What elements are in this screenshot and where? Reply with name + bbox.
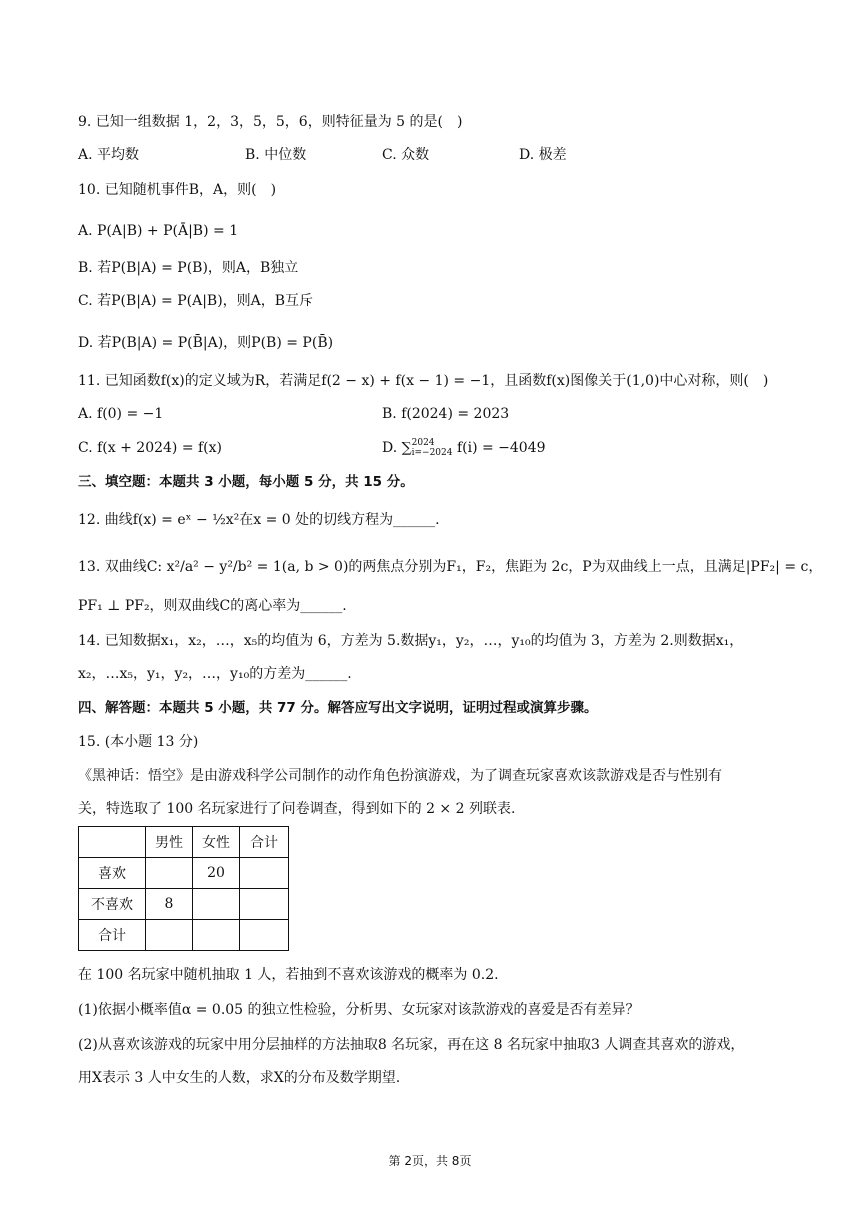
q15-part2-line1: (2)从喜欢该游戏的玩家中用分层抽样的方法抽取8 名玩家，再在这 8 名玩家中抽取3 人调查其喜欢的游戏， (78, 1037, 745, 1053)
q11-stem: 11. 已知函数f(x)的定义域为R，若满足f(2 − x) + f(x − 1) = −1，且函数f(x)图像关于(1,0)中心对称，则( ) (78, 373, 769, 389)
table-cell (240, 889, 289, 920)
q9-stem: 9. 已知一组数据 1，2，3，5，5，6，则特征量为 5 的是( ) (78, 114, 463, 130)
q10-stem: 10. 已知随机事件B，A，则( ) (78, 182, 277, 198)
q15-intro-line1: 《黑神话：悟空》是由游戏科学公司制作的动作角色扮演游戏，为了调查玩家喜欢该款游戏是否与性别有 (78, 768, 722, 784)
q15-header: 15. (本小题 13 分) (78, 734, 199, 750)
q9-option-c: C. 众数 (382, 147, 430, 163)
table-header-cell: 女性 (193, 827, 240, 858)
q10-option-c: C. 若P(B|A) = P(A|B)，则A，B互斥 (78, 293, 314, 309)
table-header-row (79, 827, 289, 858)
q10-option-b: B. 若P(B|A) = P(B)，则A，B独立 (78, 260, 299, 276)
table-cell (146, 858, 193, 889)
table-cell (193, 920, 240, 951)
q10-option-a: A. P(A|B) + P(Ā|B) = 1 (78, 223, 239, 239)
q10-option-d: D. 若P(B|A) = P(B̄|A)，则P(B) = P(B̄) (78, 335, 334, 351)
table-row (79, 858, 289, 889)
q9-option-b: B. 中位数 (245, 147, 307, 163)
contingency-table (78, 826, 289, 951)
table-row (79, 889, 289, 920)
q13-line2: PF₁ ⊥ PF₂，则双曲线C的离心率为______. (78, 598, 347, 614)
q15-after-table: 在 100 名玩家中随机抽取 1 人，若抽到不喜欢该游戏的概率为 0.2. (78, 967, 499, 983)
section-3-heading: 三、填空题：本题共 3 小题，每小题 5 分，共 15 分。 (78, 474, 414, 490)
section-4-heading: 四、解答题：本题共 5 小题，共 77 分。解答应写出文字说明，证明过程或演算步骤。 (78, 700, 598, 716)
table-cell: 不喜欢 (79, 889, 146, 920)
q9-option-a: A. 平均数 (78, 147, 140, 163)
q15-part1: (1)依据小概率值α = 0.05 的独立性检验，分析男、女玩家对该款游戏的喜爱是否有差异？ (78, 1002, 640, 1018)
table-cell (193, 889, 240, 920)
q11-option-d: D. ∑ 2024 i=−2024 f(i) = −4049 (382, 438, 546, 458)
q13-line1: 13. 双曲线C: x²/a² − y²/b² = 1(a, b > 0)的两焦点分别为F₁，F₂，焦距为 2c，P为双曲线上一点，且满足|PF₂| = c， (78, 559, 823, 575)
page-footer: 第 2页，共 8页 (388, 1154, 472, 1168)
q11-option-c: C. f(x + 2024) = f(x) (78, 440, 223, 456)
q9-option-d: D. 极差 (519, 147, 567, 163)
table-cell: 8 (146, 889, 193, 920)
table-cell: 喜欢 (79, 858, 146, 889)
q12-text: 12. 曲线f(x) = eˣ − ½x²在x = 0 处的切线方程为______. (78, 512, 440, 528)
table-cell (79, 827, 146, 858)
q11-option-a: A. f(0) = −1 (78, 406, 164, 422)
q15-part2-line2: 用X表示 3 人中女生的人数，求X的分布及数学期望. (78, 1070, 401, 1086)
table-cell (146, 920, 193, 951)
table-cell (240, 920, 289, 951)
table-cell: 20 (193, 858, 240, 889)
q15-intro-line2: 关，特选取了 100 名玩家进行了问卷调查，得到如下的 2 × 2 列联表. (78, 801, 516, 817)
q11-option-b: B. f(2024) = 2023 (382, 406, 510, 422)
table-cell (240, 858, 289, 889)
table-cell: 合计 (79, 920, 146, 951)
q14-line1: 14. 已知数据x₁，x₂，…，x₅的均值为 6，方差为 5.数据y₁，y₂，…，y₁₀的均值为 3，方差为 2.则数据x₁， (78, 633, 744, 649)
q14-line2: x₂，…x₅，y₁，y₂，…，y₁₀的方差为______. (78, 666, 352, 682)
table-header-cell: 男性 (146, 827, 193, 858)
table-header-cell: 合计 (240, 827, 289, 858)
table-row (79, 920, 289, 951)
